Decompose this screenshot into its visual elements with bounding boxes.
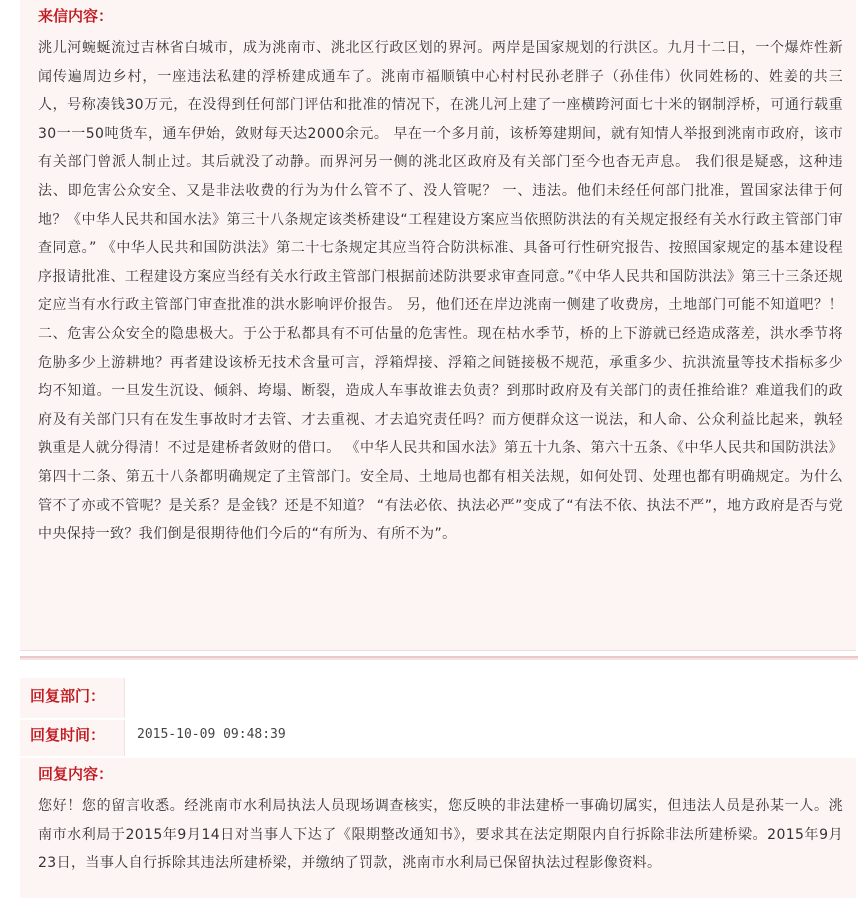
section-divider-shadow xyxy=(20,658,858,660)
reply-time-value: 2015-10-09 09:48:39 xyxy=(137,727,286,742)
letter-content-heading: 来信内容： xyxy=(38,7,114,25)
reply-content-text: 您好！您的留言收悉。经洮南市水利局执法人员现场调查核实，您反映的非法建桥一事确切属实，但违法人员是孙某一人。洮南市水利局于2015年9月14日对当事人下达了《限期整改通知书》，要求其在法定期限内自行拆除非法所建桥梁。2015年9月23日，当事人自行拆除其违法所建桥梁，并缴纳了罚款，洮南市水利局已保留执法过程影像资料。 xyxy=(38,798,843,872)
reply-department-value-cell xyxy=(124,678,858,718)
letter-content-text: 洮儿河蜿蜒流过吉林省白城市，成为洮南市、洮北区行政区划的界河。两岸是国家规划的行洪区。九月十二日，一个爆炸性新闻传遍周边乡村，一座违法私建的浮桥建成通车了。洮南市福顺镇中心村村民孙老胖子（孙佳伟）伙同姓杨的、姓姜的共三人，号称凑钱30万元，在没得到任何部门评估和批准的情况下，在洮儿河上建了一座横跨河面七十米的钢制浮桥，可通行载重30一一50吨货车，通车伊始，敛财每天达2000余元。 早在一个多月前，该桥筹建期间，就有知情人举报到洮南市政府，该市有关部门曾派人制止过。其后就没了动静。而界河另一侧的洮北区政府及有关部门至今也杳无声息。 我们很是疑惑，这种违法、即危害公众安全、又是非法收费的行为为什么管不了、没人管呢？ 一、违法。他们未经任何部门批准，置国家法律于何地？《中华人民共和国水法》第三十八条规定该类桥建设“工程建设方案应当依照防洪法的有关规定报经有关水行政主管部门审查同意。” 《中华人民共和国防洪法》第二十七条规定其应当符合防洪标准、具备可行性研究报告、按照国家规定的基本建设程序报请批准、工程建设方案应当经有关水行政主管部门根据前述防洪要求审查同意。”《中华人民共和国防洪法》第三十三条还规定应当有水行政主管部门审查批准的洪水影响评价报告。 另，他们还在岸边洮南一侧建了收费房，土地部门可能不知道吧？！ 二、危害公众安全的隐患极大。于公于私都具有不可估量的危害性。现在枯水季节，桥的上下游就已经造成落差，洪水季节将危胁多少上游耕地？再者建设该桥无技术含量可言，浮箱焊接、浮箱之间链接极不规范，承重多少、抗洪流量等技术指标多少均不知道。一旦发生沉设、倾斜、垮塌、断裂，造成人车事故谁去负责？到那时政府及有关部门的责任推给谁？难道我们的政府及有关部门只有在发生事故时才去管、才去重视、才去追究责任吗？而方便群众这一说法，和人命、公众利益比起来，孰轻孰重是人就分得清！不过是建桥者敛财的借口。 《中华人民共和国水法》第五十九条、第六十五条、《中华人民共和国防洪法》第四十二条、第五十八条都明确规定了主管部门。安全局、土地局也都有相关法规，如何处罚、处理也都有明确规定。为什么管不了亦或不管呢？是关系？是金钱？还是不知道？ “有法必依、执法必严”变成了“有法不依、执法不严”，地方政府是否与党中央保持一致？我们倒是很期待他们今后的“有所为、有所不为”。 xyxy=(38,40,843,543)
reply-department-row xyxy=(20,678,858,718)
reply-department-label: 回复部门： xyxy=(30,687,106,705)
reply-content-heading: 回复内容： xyxy=(38,765,114,783)
reply-time-label: 回复时间： xyxy=(30,726,106,744)
